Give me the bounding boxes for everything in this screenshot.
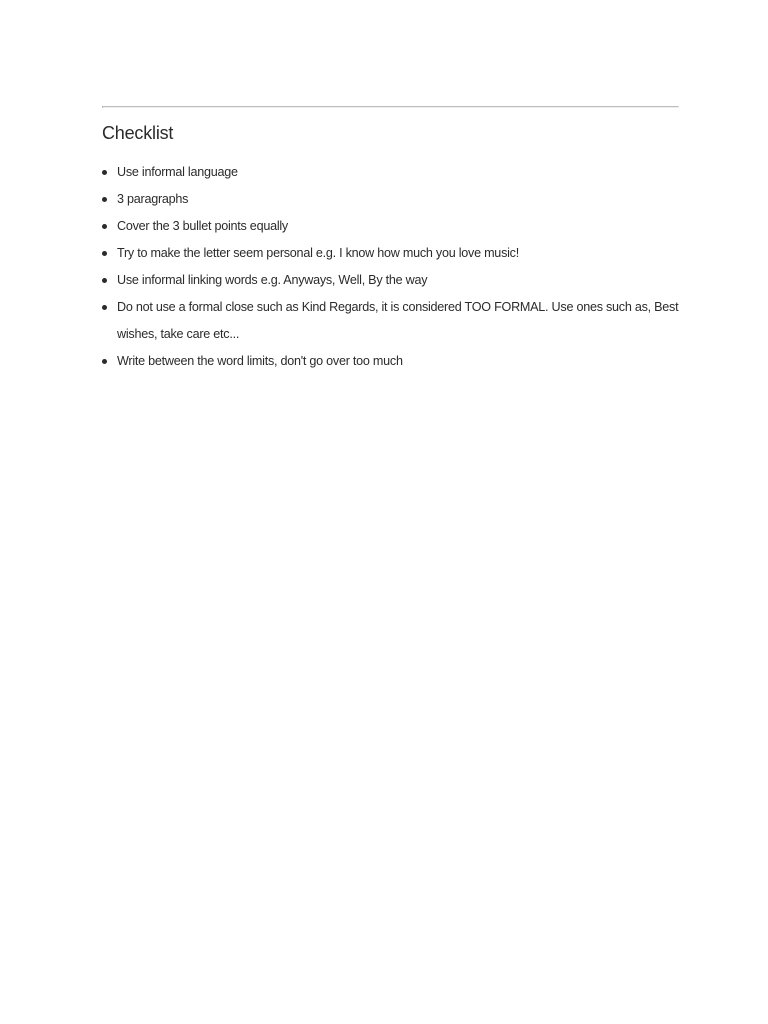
bullet-icon: [102, 197, 107, 202]
checklist-item: [102, 159, 679, 186]
checklist-item: [102, 267, 679, 294]
checklist-item-text: 3 paragraphs: [117, 192, 189, 206]
checklist-item-text: Write between the word limits, don't go over too much: [117, 354, 403, 368]
checklist-section: [102, 106, 679, 375]
checklist-item-text: Use informal linking words e.g. Anyways, Well, By the way: [117, 273, 428, 287]
checklist-item-text: Use informal language: [117, 165, 238, 179]
checklist-item-text: Try to make the letter seem personal e.g. I know how much you love music!: [117, 246, 519, 260]
checklist-item: [102, 348, 679, 375]
bullet-icon: [102, 305, 107, 310]
bullet-icon: [102, 359, 107, 364]
bullet-icon: [102, 224, 107, 229]
bullet-icon: [102, 170, 107, 175]
checklist-item-text: Do not use a formal close such as Kind Regards, it is considered TOO FORMAL. Use ones such as, Best wishes, take care etc...: [117, 300, 679, 341]
checklist-item: [102, 240, 679, 267]
checklist-item: [102, 213, 679, 240]
bullet-icon: [102, 278, 107, 283]
bullet-icon: [102, 251, 107, 256]
section-divider: [102, 106, 679, 108]
checklist-title: Checklist: [102, 123, 174, 143]
checklist-item: [102, 186, 679, 213]
checklist-list: [102, 159, 679, 375]
checklist-item-text: Cover the 3 bullet points equally: [117, 219, 288, 233]
checklist-item: [102, 294, 679, 348]
